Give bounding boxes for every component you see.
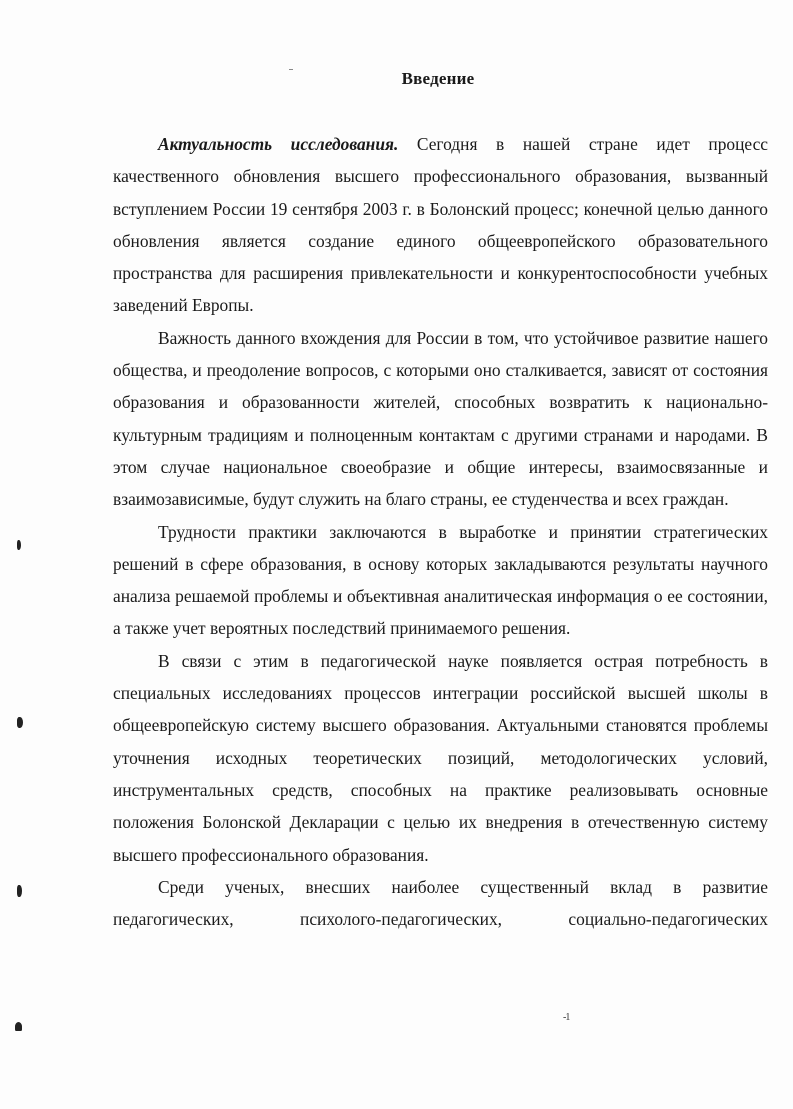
paragraph-relevance xyxy=(113,128,768,322)
page-title: Введение xyxy=(401,69,475,88)
paragraph-need: В связи с этим в педагогической науке появляется острая потребность в специальных исследованиях процессов интеграции российской высшей школы в общеевропейскую систему высшего образования. Актуальными становятся проблемы уточнения исходных теоретических позиций, методологических условий, инструментальных средств, способных на практике реализовывать основные положения Болонской Декларации с целью их внедрения в отечественную систему высшего профессионального образования. xyxy=(113,650,768,865)
page-number: -1 xyxy=(563,1012,570,1023)
body-text xyxy=(113,128,768,935)
binding-hole-mark xyxy=(17,540,21,550)
paragraph-difficulties: Трудности практики заключаются в выработке и принятии стратегических решений в сфере образования, в основу которых закладываются результаты научного анализа решаемой проблемы и объективная аналитическая информация о ее состоянии, а также учет вероятных последствий принимаемого решения. xyxy=(113,521,768,639)
paragraph-importance: Важность данного вхождения для России в том, что устойчивое развитие нашего общества, и преодоление вопросов, с которыми оно сталкивается, зависят от состояния образования и образованности жителей, способных возвратить к национально-культурным традициям и полноценным контактам с другими странами и народами. В этом случае национальное своеобразие и общие интересы, взаимосвязанные и взаимозависимые, будут служить на благо страны, ее студенчества и всех граждан. xyxy=(113,327,768,510)
paragraph-text: Сегодня в нашей стране идет процесс качественного обновления высшего профессионального образования, вызванный вступлением России 19 сентября 2003 г. в Болонский процесс; конечной целью данного обновления является создание единого общеевропейского образовательного пространства для расширения привлекательности и конкурентоспособности учебных заведений Европы. xyxy=(113,134,769,316)
binding-hole-mark xyxy=(17,717,23,728)
binding-hole-mark xyxy=(15,1022,22,1031)
paragraph-lead: Актуальность исследования. xyxy=(158,134,399,154)
paragraph-scholars: Среди ученых, внесших наиболее существенный вклад в развитие педагогических, психолого-педагогических, социально-педагогических xyxy=(113,876,768,930)
binding-hole-mark xyxy=(17,885,22,897)
